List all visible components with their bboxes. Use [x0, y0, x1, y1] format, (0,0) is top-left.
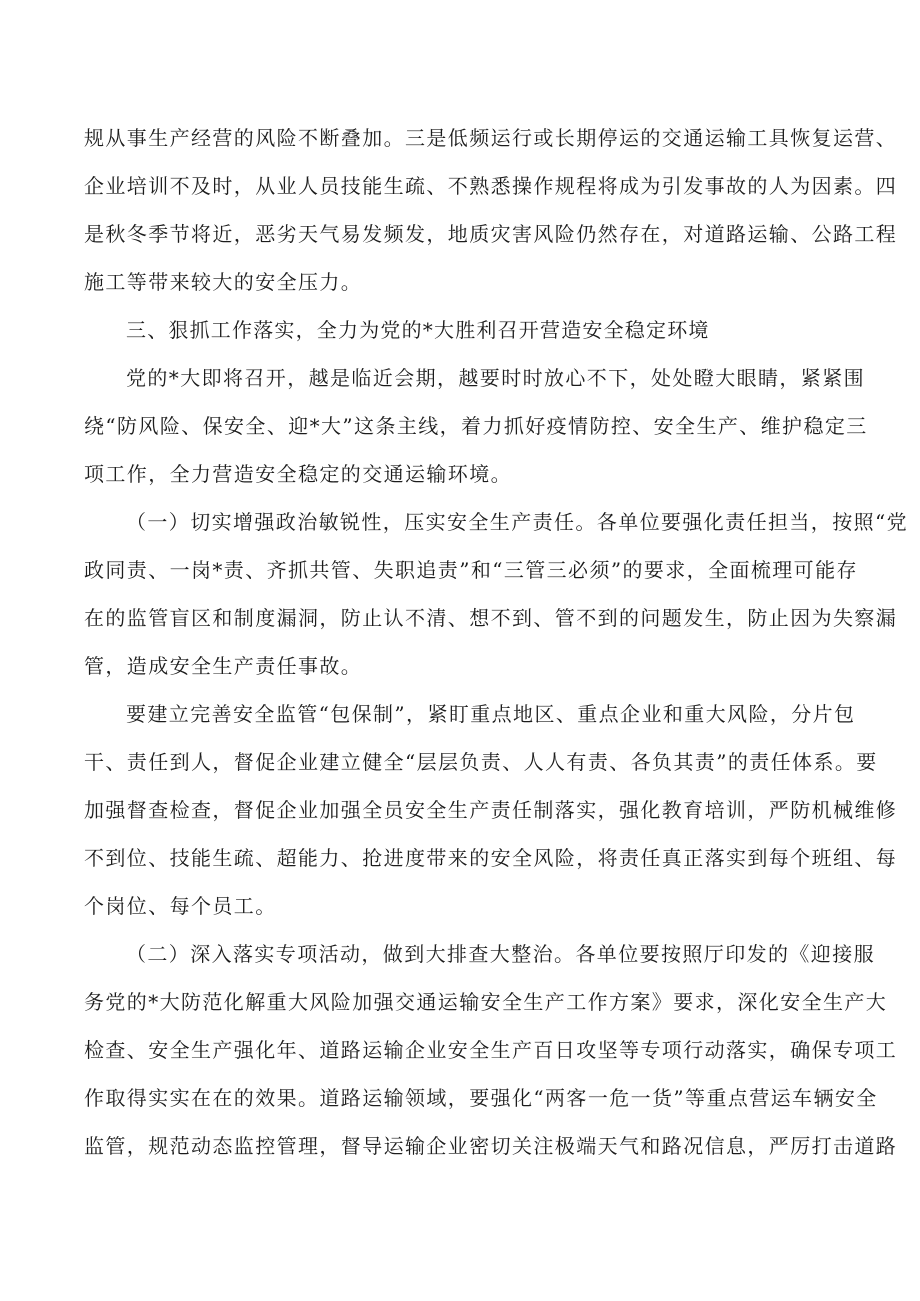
- text-line: 个岗位、每个员工。: [84, 894, 277, 918]
- text-line: 在的监管盲区和制度漏洞，防止认不清、想不到、管不到的问题发生，防止因为失察漏: [84, 606, 898, 630]
- text-line: 项工作，全力营造安全稳定的交通运输环境。: [84, 462, 512, 486]
- text-line: （一）切实增强政治敏锐性，压实安全生产责任。各单位要强化责任担当，按照“党: [126, 510, 909, 534]
- section-heading: 三、狠抓工作落实，全力为党的*大胜利召开营造安全稳定环境: [126, 318, 710, 342]
- text-line: 干、责任到人，督促企业建立健全“层层负责、人人有责、各负其责”的责任体系。要: [84, 750, 878, 774]
- text-line: 政同责、一岗*责、齐抓共管、失职追责”和“三管三必须”的要求，全面梳理可能存: [84, 558, 858, 582]
- text-line: 施工等带来较大的安全压力。: [84, 270, 363, 294]
- text-line: 要建立完善安全监管“包保制”，紧盯重点地区、重点企业和重大风险，分片包: [126, 702, 856, 726]
- text-line: （二）深入落实专项活动，做到大排查大整治。各单位要按照厅印发的《迎接服: [126, 942, 875, 966]
- text-line: 企业培训不及时，从业人员技能生疏、不熟悉操作规程将成为引发事故的人为因素。四: [84, 174, 898, 198]
- text-line: 党的*大即将召开，越是临近会期，越要时时放心不下，处处瞪大眼睛，紧紧围: [126, 366, 865, 390]
- text-line: 监管，规范动态监控管理，督导运输企业密切关注极端天气和路况信息，严厉打击道路: [84, 1134, 898, 1158]
- text-line: 检查、安全生产强化年、道路运输企业安全生产百日攻坚等专项行动落实，确保专项工: [84, 1038, 898, 1062]
- text-line: 绕“防风险、保安全、迎*大”这条主线，着力抓好疫情防控、安全生产、维护稳定三: [84, 414, 868, 438]
- text-line: 规从事生产经营的风险不断叠加。三是低频运行或长期停运的交通运输工具恢复运营、: [84, 126, 898, 150]
- text-line: 务党的*大防范化解重大风险加强交通运输安全生产工作方案》要求，深化安全生产大: [84, 990, 888, 1014]
- text-line: 加强督查检查，督促企业加强全员安全生产责任制落实，强化教育培训，严防机械维修: [84, 798, 898, 822]
- text-line: 不到位、技能生疏、超能力、抢进度带来的安全风险，将责任真正落实到每个班组、每: [84, 846, 898, 870]
- text-line: 是秋冬季节将近，恶劣天气易发频发，地质灾害风险仍然存在，对道路运输、公路工程: [84, 222, 898, 246]
- text-line: 管，造成安全生产责任事故。: [84, 654, 363, 678]
- text-line: 作取得实实在在的效果。道路运输领域，要强化“两客一危一货”等重点营运车辆安全: [84, 1086, 878, 1110]
